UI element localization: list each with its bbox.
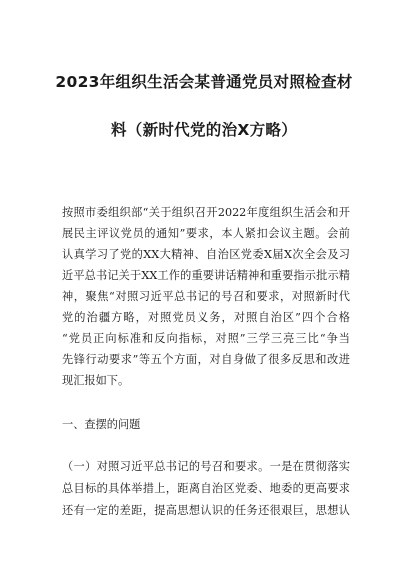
intro-line-8: 先锋行动要求”等五个方面，对自身做了很多反思和改进 (62, 353, 350, 366)
sub-line-1: （一）对照习近平总书记的号召和要求。一是在贯彻落实 (62, 460, 350, 473)
section-heading: 一、查摆的问题 (62, 418, 141, 431)
sub-line-2: 总目标的具体举措上，距离自治区党委、地委的更高要求 (62, 482, 350, 495)
intro-line-3: 认真学习了党的XX大精神、自治区党委X届X次全会及习 (62, 248, 350, 261)
intro-line-2: 展民主评议党员的通知”要求，本人紧扣会议主题。会前 (62, 227, 350, 240)
intro-line-9: 现汇报如下。 (62, 374, 130, 387)
intro-line-5: 神，聚焦“对照习近平总书记的号召和要求，对照新时代 (62, 290, 350, 303)
sub-line-3: 还有一定的差距，提高思想认识的任务还很艰巨，思想认 (62, 504, 350, 517)
intro-line-1: 按照市委组织部“关于组织召开2022年度组织生活会和开 (62, 206, 350, 219)
intro-line-6: 党的治疆方略，对照党员义务，对照自治区”四个合格 (62, 311, 350, 324)
intro-line-4: 近平总书记关于XX工作的重要讲话精神和重要指示批示精 (62, 269, 350, 282)
document-title-line-1: 2023年组织生活会某普通党员对照检查材 (55, 73, 353, 91)
document-title-line-2: 料（新时代党的治X方略） (110, 121, 298, 139)
intro-line-7: “党员正向标准和反向指标，对照”三学三亮三比“争当 (62, 332, 350, 345)
